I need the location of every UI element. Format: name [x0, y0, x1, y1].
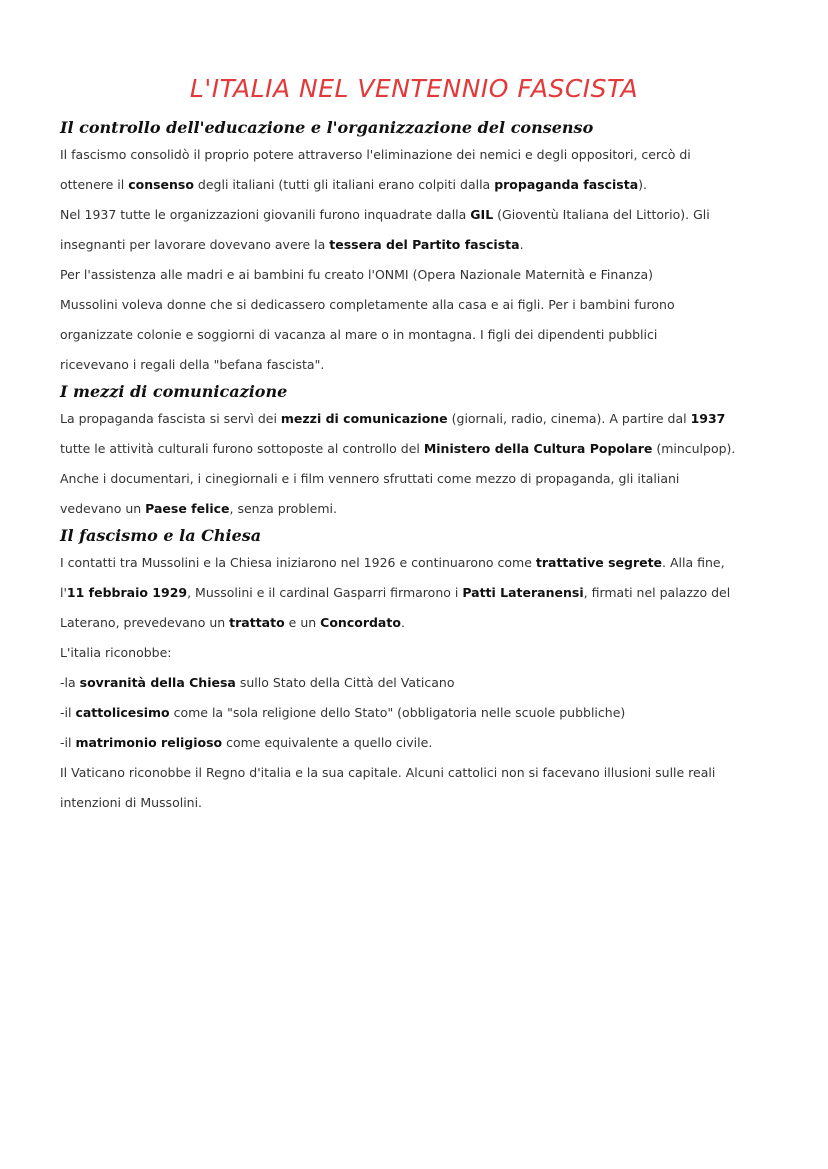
highlighted-term: 1937 — [690, 411, 726, 426]
text-segment: -la — [60, 675, 80, 690]
highlighted-term: cattolicesimo — [75, 705, 170, 720]
text-segment: Il Vaticano riconobbe il Regno d'italia e la sua capitale. Alcuni cattolici non si facevano illusioni sulle reali — [60, 765, 716, 780]
section-heading: Il controllo dell'educazione e l'organizzazione del consenso — [60, 118, 594, 137]
text-segment: Laterano, prevedevano un — [60, 615, 230, 630]
text-segment: ottenere il — [60, 177, 129, 192]
paragraph-line — [60, 404, 772, 434]
highlighted-term: 11 febbraio 1929 — [66, 585, 188, 600]
text-segment: . — [400, 615, 405, 630]
paragraph-line — [60, 608, 772, 638]
paragraph-line — [60, 638, 772, 668]
highlighted-term: matrimonio religioso — [75, 735, 223, 750]
paragraph-line — [60, 728, 772, 758]
text-segment: (Gioventù Italiana del Littorio). Gli — [493, 207, 710, 222]
page-title: L'ITALIA NEL VENTENNIO FASCISTA — [189, 74, 639, 103]
text-segment: (minculpop). — [652, 441, 736, 456]
paragraph-line — [60, 698, 772, 728]
section-heading: Il fascismo e la Chiesa — [60, 526, 262, 545]
text-segment: l' — [60, 585, 67, 600]
text-segment: ). — [638, 177, 648, 192]
highlighted-term: Patti Lateranensi — [462, 585, 584, 600]
text-segment: La propaganda fascista si servì dei — [60, 411, 281, 426]
text-segment: . — [519, 237, 524, 252]
highlighted-term: trattato — [229, 615, 285, 630]
highlighted-term: GIL — [470, 207, 494, 222]
paragraph-line — [60, 320, 772, 350]
highlighted-term: trattative segrete — [535, 555, 663, 570]
text-segment: e un — [284, 615, 321, 630]
paragraph-line — [60, 290, 772, 320]
highlighted-term: propaganda fascista — [494, 177, 639, 192]
paragraph-line — [60, 200, 772, 230]
highlighted-term: consenso — [128, 177, 194, 192]
paragraph-line — [60, 464, 772, 494]
text-segment: . Alla fine, — [662, 555, 725, 570]
paragraph-line — [60, 548, 772, 578]
text-segment: intenzioni di Mussolini. — [60, 795, 203, 810]
paragraph-line — [60, 668, 772, 698]
paragraph-line — [60, 578, 772, 608]
text-segment: come la "sola religione dello Stato" (obbligatoria nelle scuole pubbliche) — [169, 705, 626, 720]
text-segment: tutte le attività culturali furono sottoposte al controllo del — [60, 441, 424, 456]
highlighted-term: Paese felice — [145, 501, 230, 516]
paragraph-line — [60, 140, 772, 170]
text-segment: L'italia riconobbe: — [60, 645, 172, 660]
section-heading: I mezzi di comunicazione — [60, 382, 288, 401]
text-segment: organizzate colonie e soggiorni di vacanza al mare o in montagna. I figli dei dipendenti pubblici — [60, 327, 658, 342]
text-segment: tutte le organizzazioni giovanili furono inquadrate dalla — [116, 207, 471, 222]
text-segment: -il — [60, 735, 76, 750]
text-segment: Per l'assistenza alle madri e ai bambini fu creato l'ONMI (Opera Nazionale Maternità e Finanza) — [60, 267, 654, 282]
text-segment: , senza problemi. — [229, 501, 337, 516]
text-segment: insegnanti per lavorare dovevano avere la — [60, 237, 330, 252]
text-segment: I contatti tra Mussolini e la Chiesa iniziarono nel 1926 e continuarono come — [60, 555, 536, 570]
text-segment: ricevevano i regali della "befana fascista". — [60, 357, 325, 372]
text-segment: come equivalente a quello civile. — [222, 735, 433, 750]
document-body — [60, 116, 772, 818]
text-segment: Mussolini voleva donne che si dedicassero completamente alla casa e ai figli. Per i bambini furono — [60, 297, 675, 312]
paragraph-line — [60, 788, 772, 818]
text-segment: degli italiani (tutti gli italiani erano colpiti dalla — [193, 177, 495, 192]
paragraph-line — [60, 230, 772, 260]
paragraph-line — [60, 260, 772, 290]
text-segment: vedevano un — [60, 501, 146, 516]
text-segment: Nel — [60, 207, 85, 222]
highlighted-term: Concordato — [320, 615, 401, 630]
text-segment: 1937 — [84, 207, 117, 222]
text-segment: Il fascismo consolidò il proprio potere attraverso l'eliminazione dei nemici e degli oppositori, cercò di — [60, 147, 691, 162]
paragraph-line — [60, 758, 772, 788]
text-segment: , firmati nel palazzo del — [583, 585, 731, 600]
paragraph-line — [60, 350, 772, 380]
highlighted-term: Ministero della Cultura Popolare — [423, 441, 653, 456]
highlighted-term: tessera del Partito fascista — [329, 237, 520, 252]
text-segment: , Mussolini e il cardinal Gasparri firmarono i — [187, 585, 463, 600]
highlighted-term: mezzi di comunicazione — [280, 411, 448, 426]
paragraph-line — [60, 170, 772, 200]
paragraph-line — [60, 494, 772, 524]
highlighted-term: sovranità della Chiesa — [79, 675, 236, 690]
text-segment: sullo Stato della Città del Vaticano — [235, 675, 455, 690]
paragraph-line — [60, 434, 772, 464]
text-segment: (giornali, radio, cinema). A partire dal — [447, 411, 691, 426]
text-segment: Anche i documentari, i cinegiornali e i film vennero sfruttati come mezzo di propaganda, gli italiani — [60, 471, 680, 486]
text-segment: -il — [60, 705, 76, 720]
